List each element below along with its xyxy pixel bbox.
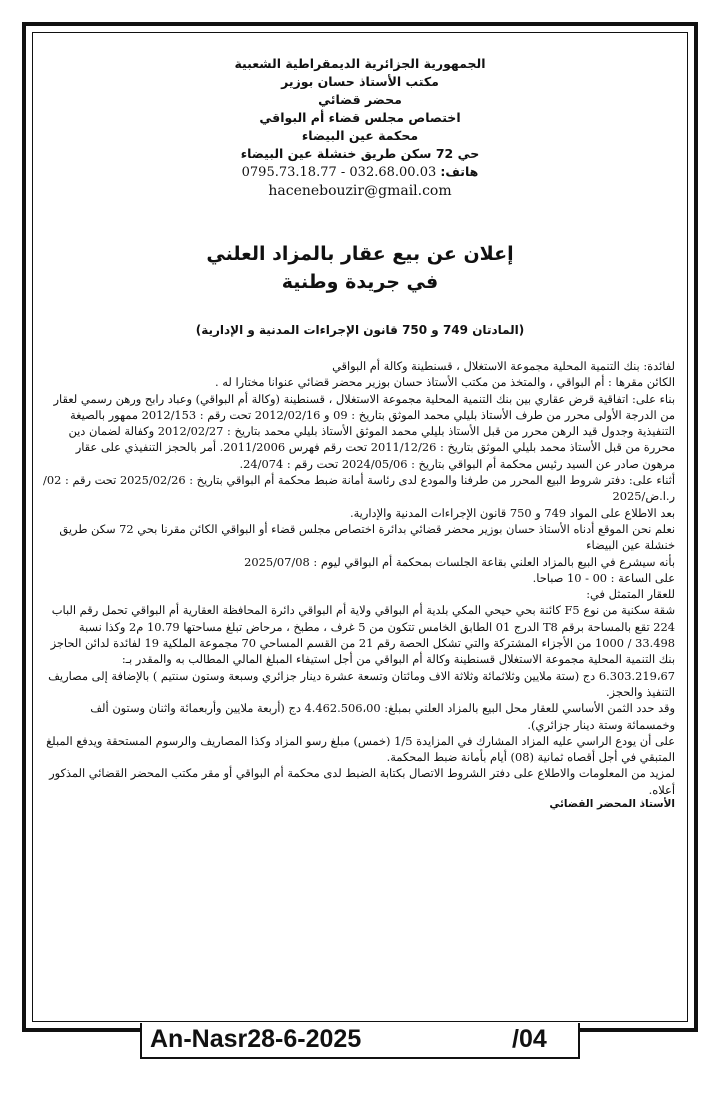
- bailiff-header: [33, 55, 687, 200]
- header-phone: [33, 163, 687, 182]
- page-number: /04: [512, 1025, 547, 1053]
- newspaper-name-date: An-Nasr28-6-2025: [150, 1025, 362, 1053]
- notice-subtitle: في جريدة وطنية: [281, 271, 439, 293]
- phone-number: 0795.73.18.77 - 032.68.00.03: [241, 165, 437, 180]
- legal-basis-paragraph: بناء على: اتفاقية قرض عقاري بين بنك التنمية المحلية مجموعة الاستغلال ، قسنطينة (وكالة أم البواقي) وعباد رابح ورهن رسمي لعقار من الدرجة الأولى محرر من طرف الأستاذ بليلي محمد الموثق بتاريخ : 09 و 2012/02/16 تحت رقم : 2012/153 ممهور بالصيغة التنفيذية وجدول قيد الرهن محرر من قبل الأستاذ بليلي محمد الموثق الأستاذ بليلي محمد بتاريخ : 2012/02/27 وكفالة لضمان دين محررة من قبل الأستاذ محمد بليلي الموثق بتاريخ : 2011/12/26 تحت رقم فهرس 2011/2006. أمر بالحجز التنفيذي على عقار مرهون صادر عن السيد رئيس محكمة أم البواقي بتاريخ : 2024/05/06 تحت رقم : 24/074.: [53, 391, 675, 471]
- phone-label: هاتف:: [440, 164, 479, 179]
- beneficiary-paragraph: لفائدة: بنك التنمية المحلية مجموعة الاستغلال ، قسنطينة وكالة أم البواقي: [332, 359, 675, 373]
- property-description: شقة سكنية من نوع F5 كائنة بحي حيحي المكي بلدية أم البواقي ولاية أم البواقي دائرة المحافظة العقارية أم البواقي تحمل رقم الباب 224 تقع بالمساحة برقم T8 الدرج 01 الطابق الخامس تتكون من 5 غرف ، مطبخ ، مرحاض تبلغ مساحتها 10.79 م2 وكذا نسبة 33.498 / 1000 من الأجزاء المشتركة والتي تشكل الحصة رقم 21 من القسم المساحي 70 مجموعة الملكية 19 لفائدة لدائن الحاجز بنك التنمية المحلية مجموعة الاستغلال قسنطينة وكالة أم البواقي من أجل استيفاء المبلغ المالي المطالب به والمقدر بـ: 6.303.219،67 دج (ستة ملايين وثلاثمائة وثلاثة الاف ومائتان وتسعة عشرة دينار جزائري وسبعة وستون سنتيم ) بالإضافة إلى مصاريف التنفيذ والحجز.: [48, 603, 675, 699]
- articles-paragraph: بعد الاطلاع على المواد 749 و 750 قانون الإجراءات المدنية والإدارية.: [349, 505, 675, 520]
- address-paragraph: الكائن مقرها : أم البواقي ، والمتخذ من مكتب الأستاذ حسان بوزير محضر قضائي عنوانا مختارا له .: [215, 375, 675, 390]
- document-frame: [22, 22, 698, 1032]
- header-line-address: حي 72 سكن طريق خنشلة عين البيضاء: [240, 146, 480, 161]
- header-email: hacenebouzir@gmail.com: [268, 183, 452, 199]
- header-line-republic: الجمهورية الجزائرية الديمقراطية الشعبية: [234, 56, 486, 71]
- announcement-paragraph: نعلم نحن الموقع أدناه الأستاذ حسان بوزير محضر قضائي بدائرة اختصاص مجلس قضاء أو البواقي الكائن مقرنا بحي 72 سكن طريق خنشلة عين البيضاء: [59, 521, 675, 553]
- header-line-court: محكمة عين البيضاء: [301, 128, 419, 143]
- document-inner-frame: [32, 32, 688, 1022]
- notice-title: إعلان عن بيع عقار بالمزاد العلني: [206, 243, 514, 265]
- header-line-office: مكتب الأستاذ حسان بوزير: [281, 74, 439, 89]
- deposit-paragraph: على أن يودع الراسي عليه المزاد المشارك في المزايدة 1/5 (خمس) مبلغ رسو المزاد وكذا المصاريف والرسوم المستحقة ويدفع المبلغ المتبقي في أجل أقصاه ثمانية (08) أيام بأمانة ضبط المحكمة.: [46, 733, 675, 765]
- auction-time-paragraph: على الساعة : 00 - 10 صباحا.: [532, 570, 675, 585]
- header-line-profession: محضر قضائي: [318, 92, 402, 107]
- signature: الأستاذ المحضر القضائي: [549, 798, 675, 810]
- auction-date-paragraph: بأنه سيشرع في البيع بالمزاد العلني بقاعة الجلسات بمحكمة أم البواقي ليوم : 2025/07/08: [244, 554, 675, 569]
- property-heading: للعقار المتمثل في:: [586, 587, 675, 602]
- conditions-paragraph: أثناء على: دفتر شروط البيع المحرر من طرفنا والمودع لدى رئاسة أمانة ضبط محكمة أم البواقي بتاريخ : 2025/02/26 تحت رقم : 02/ ر.ا.ض/2025: [43, 473, 675, 504]
- newspaper-footer: [140, 1023, 580, 1059]
- notice-body: [43, 358, 675, 798]
- legal-articles: (المادتان 749 و 750 قانون الإجراءات المدنية و الإدارية): [195, 323, 525, 337]
- base-price-paragraph: وقد حدد الثمن الأساسي للعقار محل البيع بالمزاد العلني بمبلغ: 4.462.506،00 دج (أربعة ملايين وأربعمائة واثنان وستون ألف وخمسمائة وستة دينار جزائري).: [90, 701, 675, 732]
- header-line-jurisdiction: اختصاص مجلس قضاء أم البواقي: [259, 110, 461, 125]
- info-paragraph: لمزيد من المعلومات والاطلاع على دفتر الشروط الاتصال بكتابة الضبط لدى محكمة أم البواقي أو مقر مكتب المحضر القضائي المذكور أعلاه.: [49, 766, 675, 797]
